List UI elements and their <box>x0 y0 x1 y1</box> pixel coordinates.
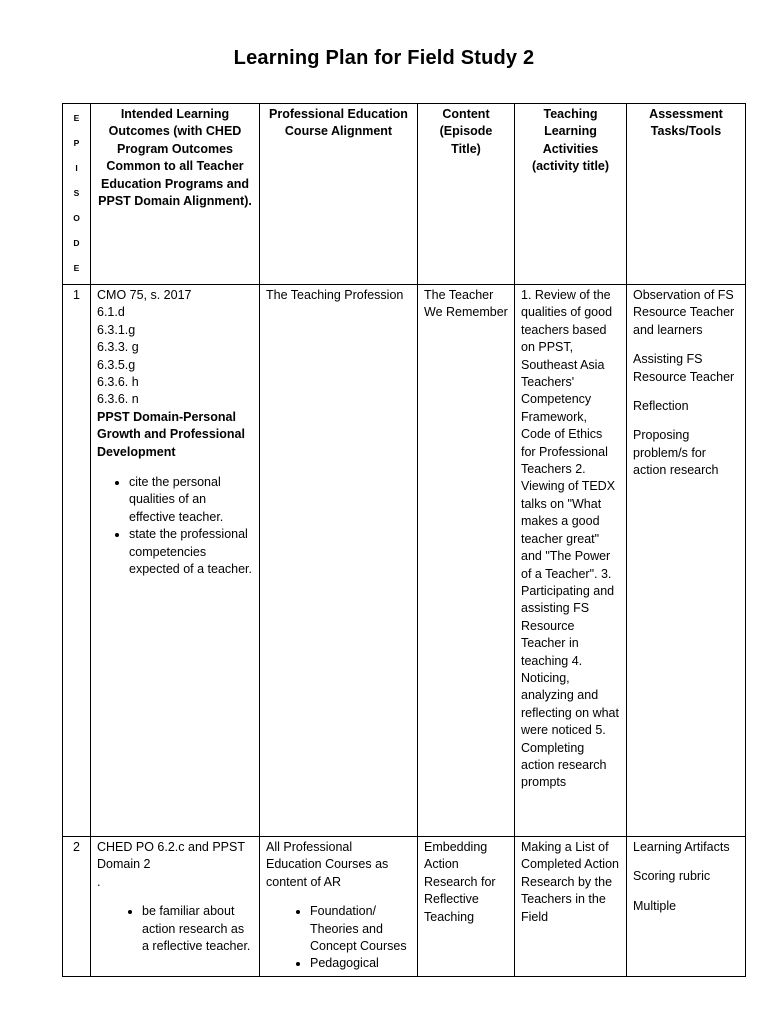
outcome-line: 6.3.1.g <box>97 322 136 337</box>
table-row <box>63 285 746 837</box>
header-assessment: Assessment Tasks/Tools <box>627 104 746 285</box>
assessment-item: Proposing problem/s for action research <box>633 428 719 478</box>
list-item: • Pedagogical <box>310 955 411 972</box>
assessment-cell <box>627 285 746 837</box>
outcome-bullet-list <box>97 903 253 955</box>
outcome-line: 6.3.3. g <box>97 340 139 355</box>
outcome-bullet-list <box>97 474 253 578</box>
assessment-item: Multiple <box>633 898 677 913</box>
assessment-item: Observation of FS Resource Teacher and learners <box>633 288 735 337</box>
outcome-line: 6.3.6. n <box>97 392 139 407</box>
assessment-cell <box>627 837 746 977</box>
header-episode <box>63 104 91 285</box>
ppst-domain: PPST Domain-Personal Growth and Professional Development <box>97 409 245 459</box>
list-item: • be familiar about action research as a reflective teacher. <box>142 903 253 955</box>
activities-cell: 1. Review of the qualities of good teachers based on PPST, Southeast Asia Teachers' Competency Framework, Code of Ethics for Professional Teachers 2. Viewing of TEDX talks on "What makes a good teacher great" and "The Power of a Teacher". 3. Participating and assisting FS Resource Teacher in teaching 4. Noticing, analyzing and reflecting on what were noticed 5. Completing action research prompts <box>515 285 627 837</box>
list-item: • Foundation/ Theories and Concept Courses <box>310 903 411 955</box>
outcome-line: 6.3.6. h <box>97 375 139 390</box>
activities-cell: Making a List of Completed Action Research by the Teachers in the Field <box>515 837 627 977</box>
alignment-bullet-list <box>266 903 411 973</box>
outcome-line: 6.1.d <box>97 305 125 320</box>
alignment-text: All Professional Education Courses as content of AR <box>266 840 389 889</box>
episode-number: 1 <box>63 285 91 837</box>
episode-letter: I <box>75 163 78 173</box>
episode-letter: E <box>73 113 80 123</box>
content-cell: The Teacher We Remember <box>418 285 515 837</box>
outcome-line: . <box>97 874 101 889</box>
episode-letter: D <box>73 238 80 248</box>
outcomes-cell <box>91 837 260 977</box>
assessment-item: Assisting FS Resource Teacher <box>633 352 735 384</box>
episode-number: 2 <box>63 837 91 977</box>
content-cell: Embedding Action Research for Reflective Teaching <box>418 837 515 977</box>
assessment-item: Reflection <box>633 399 689 414</box>
list-item: • state the professional competencies expected of a teacher. <box>129 526 253 578</box>
table-header-row <box>63 104 746 285</box>
header-alignment: Professional Education Course Alignment <box>260 104 418 285</box>
list-item: • cite the personal qualities of an effective teacher. <box>129 474 253 526</box>
outcomes-cell <box>91 285 260 837</box>
header-activities: Teaching Learning Activities (activity title) <box>515 104 627 285</box>
outcome-line: CHED PO 6.2.c and PPST Domain 2 <box>97 840 245 872</box>
header-content: Content (Episode Title) <box>418 104 515 285</box>
table-row <box>63 837 746 977</box>
page-title: Learning Plan for Field Study 2 <box>233 47 535 69</box>
episode-letter: O <box>73 213 80 223</box>
outcome-line: 6.3.5.g <box>97 357 136 372</box>
episode-letter: S <box>73 188 80 198</box>
assessment-item: Learning Artifacts <box>633 840 730 854</box>
assessment-item: Scoring rubric <box>633 869 711 884</box>
episode-letter: E <box>73 263 80 273</box>
header-outcomes: Intended Learning Outcomes (with CHED Program Outcomes Common to all Teacher Education Programs and PPST Domain Alignment). <box>91 104 260 285</box>
outcome-line: CMO 75, s. 2017 <box>97 288 192 302</box>
alignment-cell <box>260 837 418 977</box>
alignment-cell: The Teaching Profession <box>260 285 418 837</box>
learning-plan-table <box>62 103 746 977</box>
episode-letter: P <box>73 138 80 148</box>
